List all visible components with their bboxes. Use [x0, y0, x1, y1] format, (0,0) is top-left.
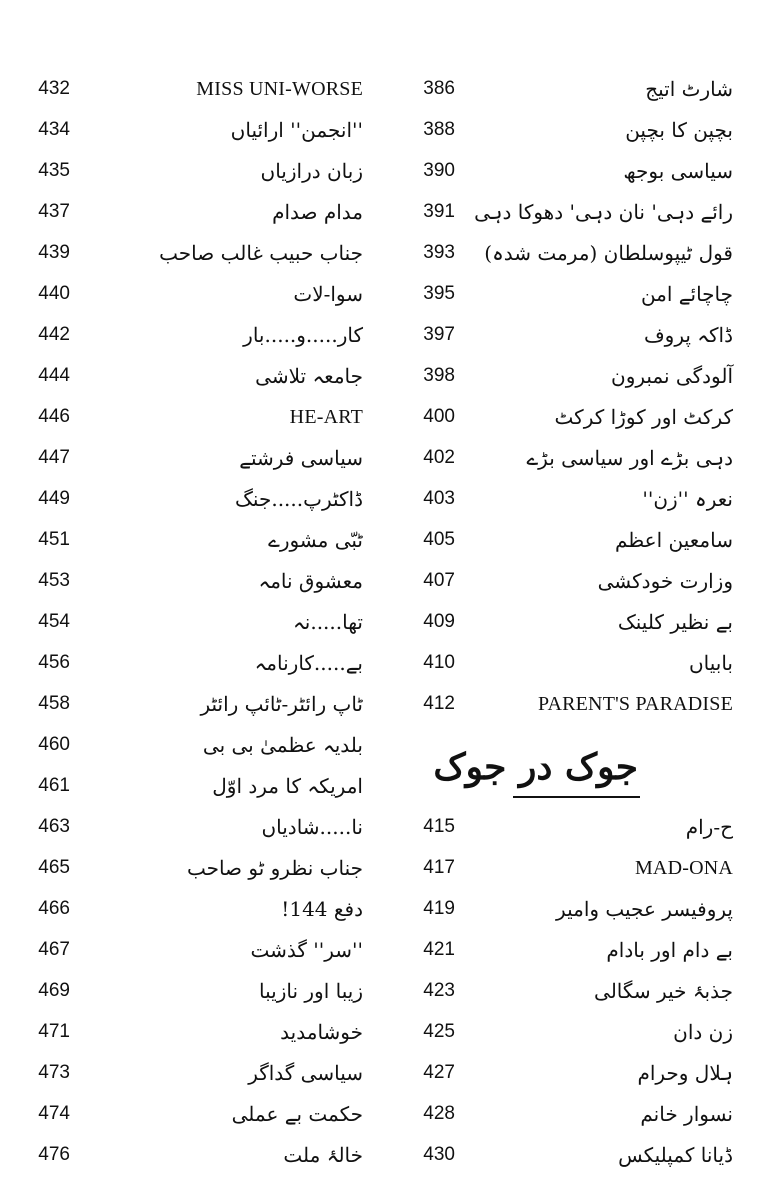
right-page-number: 398 [423, 365, 455, 386]
right-page-number: 412 [423, 693, 455, 714]
right-page-number: 395 [423, 283, 455, 304]
left-page-number: 461 [38, 775, 70, 796]
right-page-number: 393 [423, 242, 455, 263]
right-entry-title: سامعین اعظم [614, 528, 733, 552]
left-page-number: 466 [38, 898, 70, 919]
right-page-number: 423 [423, 980, 455, 1001]
left-page-number: 453 [38, 570, 70, 591]
left-entry-title: سیاسی گداگر [248, 1061, 363, 1085]
right-entry-title: آلودگی نمبرون [611, 364, 733, 388]
left-entry-title: MISS UNI-WORSE [196, 78, 363, 100]
left-page-number: 460 [38, 734, 70, 755]
left-page-number: 439 [38, 242, 70, 263]
left-page-number: 456 [38, 652, 70, 673]
left-entry-title: ڈاکٹرپ.....جنگ [235, 487, 363, 511]
heading-underline [513, 796, 640, 798]
right-page-number: 427 [423, 1062, 455, 1083]
right-entry-title: قول ٹیپوسلطان (مرمت شدہ) [484, 241, 733, 265]
right-page-number: 425 [423, 1021, 455, 1042]
left-page-number: 473 [38, 1062, 70, 1083]
right-entry-title: زن دان [673, 1020, 733, 1044]
right-page-number: 391 [423, 201, 455, 222]
left-entry-title: جامعہ تلاشی [255, 364, 363, 388]
left-page-number: 474 [38, 1103, 70, 1124]
right-entry-title: بے دام اور بادام [606, 938, 733, 962]
left-page-number: 434 [38, 119, 70, 140]
left-page-number: 454 [38, 611, 70, 632]
left-entry-title: مدام صدام [272, 200, 363, 224]
left-page-number: 432 [38, 78, 70, 99]
left-page-number: 447 [38, 447, 70, 468]
right-page-number: 407 [423, 570, 455, 591]
left-page-number: 463 [38, 816, 70, 837]
right-page-number: 402 [423, 447, 455, 468]
left-entry-title: معشوق نامہ [258, 569, 363, 593]
right-entry-title: دہی بڑے اور سیاسی بڑے [526, 446, 733, 470]
left-entry-title: ٹاپ رائٹر-ٹائپ رائٹر [200, 692, 363, 716]
left-entry-title: ''انجمن'' ارائیاں [230, 118, 363, 142]
left-entry-title: زیبا اور نازیبا [259, 979, 363, 1003]
left-entry-title: خوشامدید [280, 1020, 363, 1044]
left-page-number: 437 [38, 201, 70, 222]
left-entry-title: امریکہ کا مرد اوّل [212, 774, 363, 798]
right-page-number: 386 [423, 78, 455, 99]
right-page-number: 428 [423, 1103, 455, 1124]
left-entry-title: ''سر'' گذشت [250, 938, 363, 962]
right-page-number: 409 [423, 611, 455, 632]
right-entry-title: وزارت خودکشی [597, 569, 733, 593]
right-entry-title: ہلال وحرام [637, 1061, 733, 1085]
right-page-number: 388 [423, 119, 455, 140]
right-page-number: 403 [423, 488, 455, 509]
right-entry-title: رائے دہی' نان دہی' دھوکا دہی [474, 200, 733, 224]
left-entry-title: دفع 144! [281, 897, 363, 921]
right-entry-title: جذبۂ خیر سگالی [594, 979, 733, 1003]
right-entry-title: بابیاں [688, 651, 733, 675]
right-entry-title: نعرہ ''زن'' [642, 487, 733, 511]
right-page-number: 421 [423, 939, 455, 960]
left-entry-title: نا.....شادیاں [261, 815, 363, 839]
left-page-number: 476 [38, 1144, 70, 1165]
left-page-number: 458 [38, 693, 70, 714]
left-page-number: 435 [38, 160, 70, 181]
left-entry-title: بلدیہ عظمیٰ بی بی [202, 733, 363, 757]
left-page-number: 442 [38, 324, 70, 345]
right-page-number: 405 [423, 529, 455, 550]
right-page-number: 397 [423, 324, 455, 345]
right-entry-title: نسوار خانم [640, 1102, 733, 1126]
left-entry-title: خالۂ ملت [283, 1143, 363, 1167]
left-entry-title: جناب نظرو ٹو صاحب [186, 856, 363, 880]
right-entry-title: ڈاکہ پروف [643, 323, 733, 347]
right-entry-title: چاچائے امن [640, 282, 733, 306]
left-entry-title: سیاسی فرشتے [239, 446, 363, 470]
right-entry-title: ڈیانا کمپلیکس [618, 1143, 733, 1167]
left-page-number: 449 [38, 488, 70, 509]
right-page-number: 417 [423, 857, 455, 878]
left-entry-title: زبان درازیاں [260, 159, 363, 183]
left-page-number: 471 [38, 1021, 70, 1042]
right-entry-title: بے نظیر کلینک [617, 610, 733, 634]
left-entry-title: HE-ART [289, 406, 363, 428]
left-page-number: 465 [38, 857, 70, 878]
right-page-number: 430 [423, 1144, 455, 1165]
right-page-number: 410 [423, 652, 455, 673]
right-entry-title: سیاسی بوجھ [623, 159, 733, 183]
right-entry-title: شارٹ اتیج [645, 77, 733, 101]
left-entry-title: حکمت بے عملی [231, 1102, 363, 1126]
left-page-number: 467 [38, 939, 70, 960]
right-page-number: 415 [423, 816, 455, 837]
left-entry-title: سوا-لات [293, 282, 363, 306]
right-page-number: 419 [423, 898, 455, 919]
right-entry-title: ح-رام [685, 815, 733, 839]
left-entry-title: تھا.....نہ [293, 610, 363, 634]
left-page-number: 444 [38, 365, 70, 386]
right-entry-title: کرکٹ اور کوڑا کرکٹ [554, 405, 733, 429]
left-page-number: 469 [38, 980, 70, 1001]
right-page-number: 390 [423, 160, 455, 181]
right-entry-title: MAD-ONA [634, 857, 733, 879]
right-entry-title: PARENT'S PARADISE [537, 693, 733, 715]
left-page-number: 440 [38, 283, 70, 304]
left-page-number: 451 [38, 529, 70, 550]
right-entry-title: پروفیسر عجیب وامیر [556, 897, 733, 921]
left-entry-title: ٹبّی مشورے [268, 528, 363, 552]
left-entry-title: جناب حبیب غالب صاحب [159, 241, 363, 265]
right-page-number: 400 [423, 406, 455, 427]
left-page-number: 446 [38, 406, 70, 427]
section-heading: جوک در جوک [433, 746, 638, 788]
right-entry-title: بچپن کا بچپن [625, 118, 733, 142]
left-entry-title: کار.....و.....بار [243, 323, 363, 347]
left-entry-title: بے.....کارنامہ [254, 651, 363, 675]
